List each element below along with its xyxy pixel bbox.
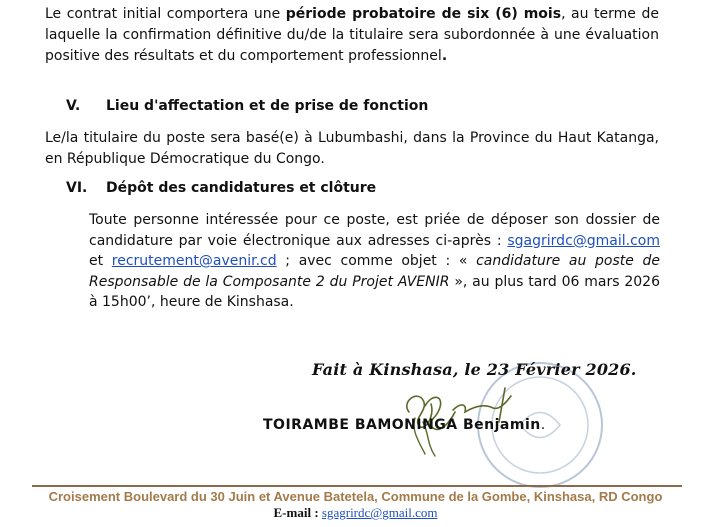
footer-email-label: E-mail : — [273, 505, 322, 520]
section-v-heading — [66, 98, 429, 114]
signatory-name: TOIRAMBE BAMONINGA Benjamin. — [263, 417, 546, 433]
section-v-number: V. — [66, 98, 81, 114]
email-link-recrutement[interactable]: recrutement@avenir.cd — [111, 253, 277, 269]
probation-period-bold: période probatoire de six (6) mois — [285, 6, 562, 22]
footer-email-link[interactable]: sgagrirdc@gmail.com — [321, 505, 438, 520]
section-vi-body: Toute personne intéressée pour ce poste, est priée de déposer son dossier de candidature par voie électronique aux adresses ci-après : sgagrirdc@gmail.com et recrutement@avenir.cd ; avec comme objet : « candidature au poste de Responsable de la Composante 2 du Projet AVENIR », au plus tard 06 mars 2026 à 15h00’, heure de Kinshasa. — [89, 212, 661, 310]
section-vi-heading — [66, 180, 377, 196]
subject-italic: candidature au poste de Responsable de la Composante 2 du Projet AVENIR — [89, 253, 661, 290]
section-vi-title: Dépôt des candidatures et clôture — [106, 180, 377, 196]
section-v-body: Le/la titulaire du poste sera basé(e) à Lubumbashi, dans la Province du Haut Katanga, en République Démocratique du Congo. — [45, 130, 659, 167]
footer-email-line — [0, 505, 711, 521]
footer-address: Croisement Boulevard du 30 Juin et Avenue Batetela, Commune de la Gombe, Kinshasa, RD Congo — [48, 489, 663, 504]
probation-paragraph: Le contrat initial comportera une période probatoire de six (6) mois, au terme de laquelle la confirmation définitive du/de la titulaire sera subordonnée à une évaluation positive des résultats et du comportement professionnel. — [45, 6, 659, 64]
signature-date-line: Fait à Kinshasa, le 23 Février 2026. — [312, 360, 637, 379]
section-v-title: Lieu d'affectation et de prise de fonction — [106, 98, 429, 114]
section-vi-number: VI. — [66, 180, 88, 196]
footer-divider — [32, 485, 682, 487]
email-link-sgagrirdc[interactable]: sgagrirdc@gmail.com — [507, 232, 660, 249]
